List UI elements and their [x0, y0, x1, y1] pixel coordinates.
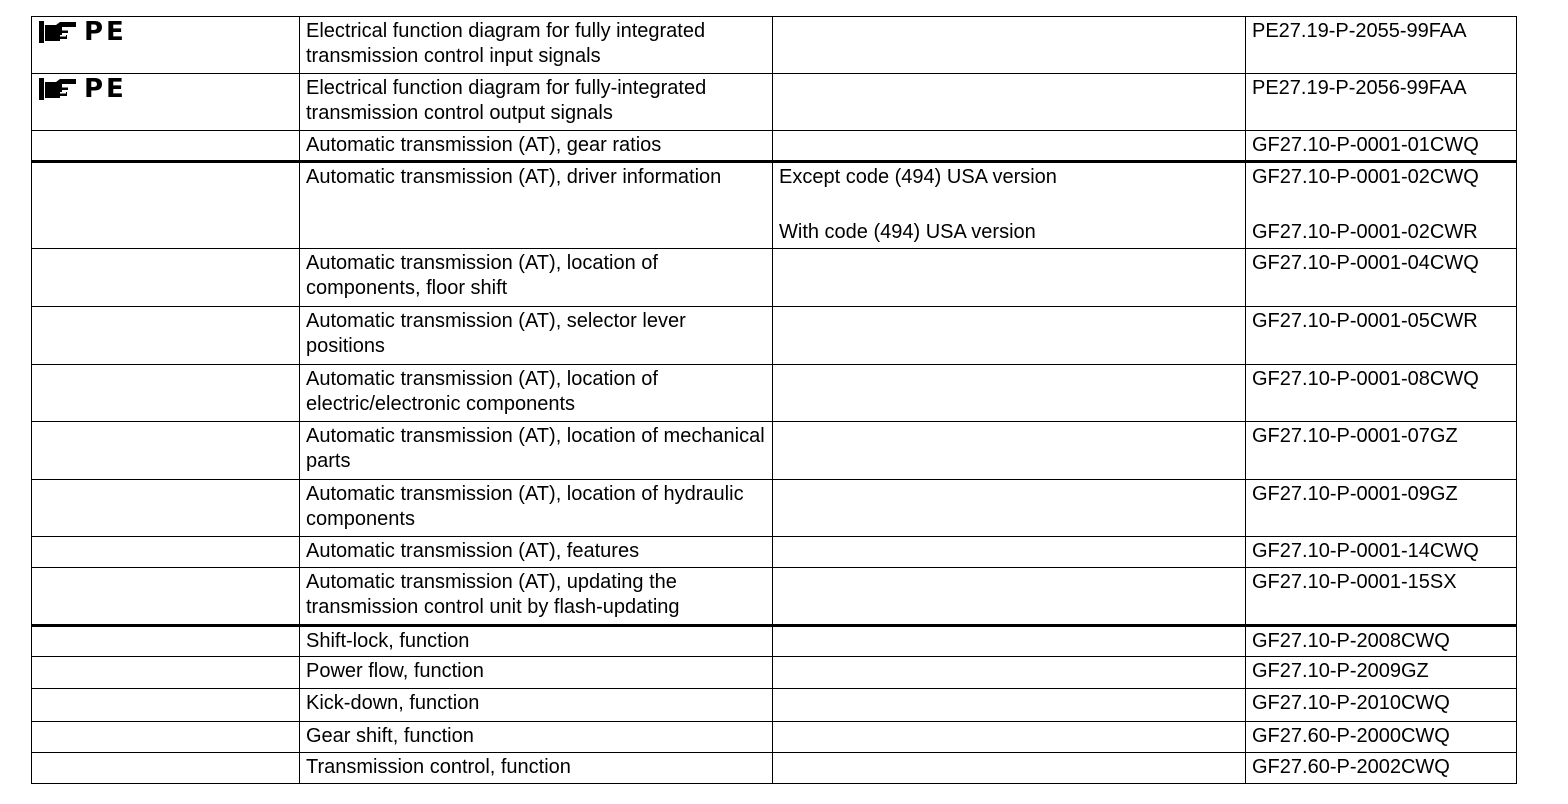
pe-marker: [38, 19, 127, 45]
marker-cell: [32, 753, 300, 784]
document-code: GF27.10-P-0001-04CWQ: [1246, 249, 1517, 307]
table-row: [32, 722, 1517, 753]
title-cell: Electrical function diagram for fully-integrated transmission control output signals: [300, 74, 773, 131]
marker-cell: [32, 365, 300, 422]
document-code: GF27.10-P-0001-09GZ: [1246, 480, 1517, 537]
marker-cell: [32, 689, 300, 722]
title-cell: Automatic transmission (AT), location of hydraulic components: [300, 480, 773, 537]
table-row: [32, 422, 1517, 480]
table-row: [32, 626, 1517, 657]
document-code: GF27.10-P-0001-08CWQ: [1246, 365, 1517, 422]
condition-cell: [773, 537, 1246, 568]
title-cell: Kick-down, function: [300, 689, 773, 722]
condition-cell: [773, 307, 1246, 365]
table-row: [32, 689, 1517, 722]
condition-cell: [773, 753, 1246, 784]
marker-cell: [32, 249, 300, 307]
pe-label: PE: [84, 74, 127, 104]
condition-cell: [773, 74, 1246, 131]
condition-text: With code (494) USA version: [779, 221, 1036, 243]
condition-cell: [773, 689, 1246, 722]
condition-cell: [773, 162, 1246, 249]
marker-cell: [32, 74, 300, 131]
title-cell: Automatic transmission (AT), updating the transmission control unit by flash-updating: [300, 568, 773, 626]
pe-marker: [38, 76, 127, 102]
document-code: GF27.10-P-2008CWQ: [1246, 626, 1517, 657]
marker-cell: [32, 480, 300, 537]
table-row: [32, 17, 1517, 74]
marker-cell: [32, 722, 300, 753]
marker-cell: [32, 568, 300, 626]
title-cell: Gear shift, function: [300, 722, 773, 753]
marker-cell: [32, 131, 300, 162]
condition-cell: [773, 657, 1246, 689]
document-code: GF27.10-P-0001-05CWR: [1246, 307, 1517, 365]
marker-cell: [32, 537, 300, 568]
title-cell: Automatic transmission (AT), location of electric/electronic components: [300, 365, 773, 422]
document-code: PE27.19-P-2055-99FAA: [1246, 17, 1517, 74]
marker-cell: [32, 657, 300, 689]
title-cell: Automatic transmission (AT), driver information: [300, 162, 773, 249]
table-row: [32, 131, 1517, 162]
title-cell: Automatic transmission (AT), gear ratios: [300, 131, 773, 162]
document-code: GF27.10-P-0001-15SX: [1246, 568, 1517, 626]
marker-cell: [32, 307, 300, 365]
table-row: [32, 162, 1517, 249]
table-row: [32, 307, 1517, 365]
pointing-hand-icon: [38, 76, 78, 102]
condition-cell: [773, 626, 1246, 657]
condition-cell: [773, 249, 1246, 307]
document-code: PE27.19-P-2056-99FAA: [1246, 74, 1517, 131]
document-code: GF27.10-P-0001-14CWQ: [1246, 537, 1517, 568]
title-cell: Transmission control, function: [300, 753, 773, 784]
table-row: [32, 249, 1517, 307]
document-code: GF27.10-P-0001-07GZ: [1246, 422, 1517, 480]
title-cell: Shift-lock, function: [300, 626, 773, 657]
document-code-cell: [1246, 162, 1517, 249]
document-code: GF27.60-P-2002CWQ: [1246, 753, 1517, 784]
condition-cell: [773, 722, 1246, 753]
condition-cell: [773, 17, 1246, 74]
marker-cell: [32, 162, 300, 249]
table-row: [32, 753, 1517, 784]
title-cell: Automatic transmission (AT), location of components, floor shift: [300, 249, 773, 307]
title-cell: Power flow, function: [300, 657, 773, 689]
condition-cell: [773, 365, 1246, 422]
table-row: [32, 537, 1517, 568]
table-row: [32, 365, 1517, 422]
document-code: GF27.10-P-2010CWQ: [1246, 689, 1517, 722]
condition-cell: [773, 422, 1246, 480]
document-code: GF27.10-P-0001-02CWQ: [1252, 166, 1479, 188]
condition-cell: [773, 131, 1246, 162]
document-code: GF27.60-P-2000CWQ: [1246, 722, 1517, 753]
marker-cell: [32, 17, 300, 74]
title-cell: Automatic transmission (AT), selector lever positions: [300, 307, 773, 365]
condition-cell: [773, 480, 1246, 537]
pointing-hand-icon: [38, 19, 78, 45]
document-code: GF27.10-P-0001-02CWR: [1252, 221, 1478, 243]
document-code: GF27.10-P-0001-01CWQ: [1246, 131, 1517, 162]
table-row: [32, 480, 1517, 537]
title-cell: Electrical function diagram for fully integrated transmission control input signals: [300, 17, 773, 74]
table-row: [32, 657, 1517, 689]
condition-text: Except code (494) USA version: [779, 166, 1057, 188]
document-code: GF27.10-P-2009GZ: [1246, 657, 1517, 689]
title-cell: Automatic transmission (AT), location of mechanical parts: [300, 422, 773, 480]
table-row: [32, 568, 1517, 626]
table-row: [32, 74, 1517, 131]
condition-cell: [773, 568, 1246, 626]
document-reference-table: [31, 16, 1517, 784]
title-cell: Automatic transmission (AT), features: [300, 537, 773, 568]
marker-cell: [32, 626, 300, 657]
pe-label: PE: [84, 17, 127, 47]
marker-cell: [32, 422, 300, 480]
